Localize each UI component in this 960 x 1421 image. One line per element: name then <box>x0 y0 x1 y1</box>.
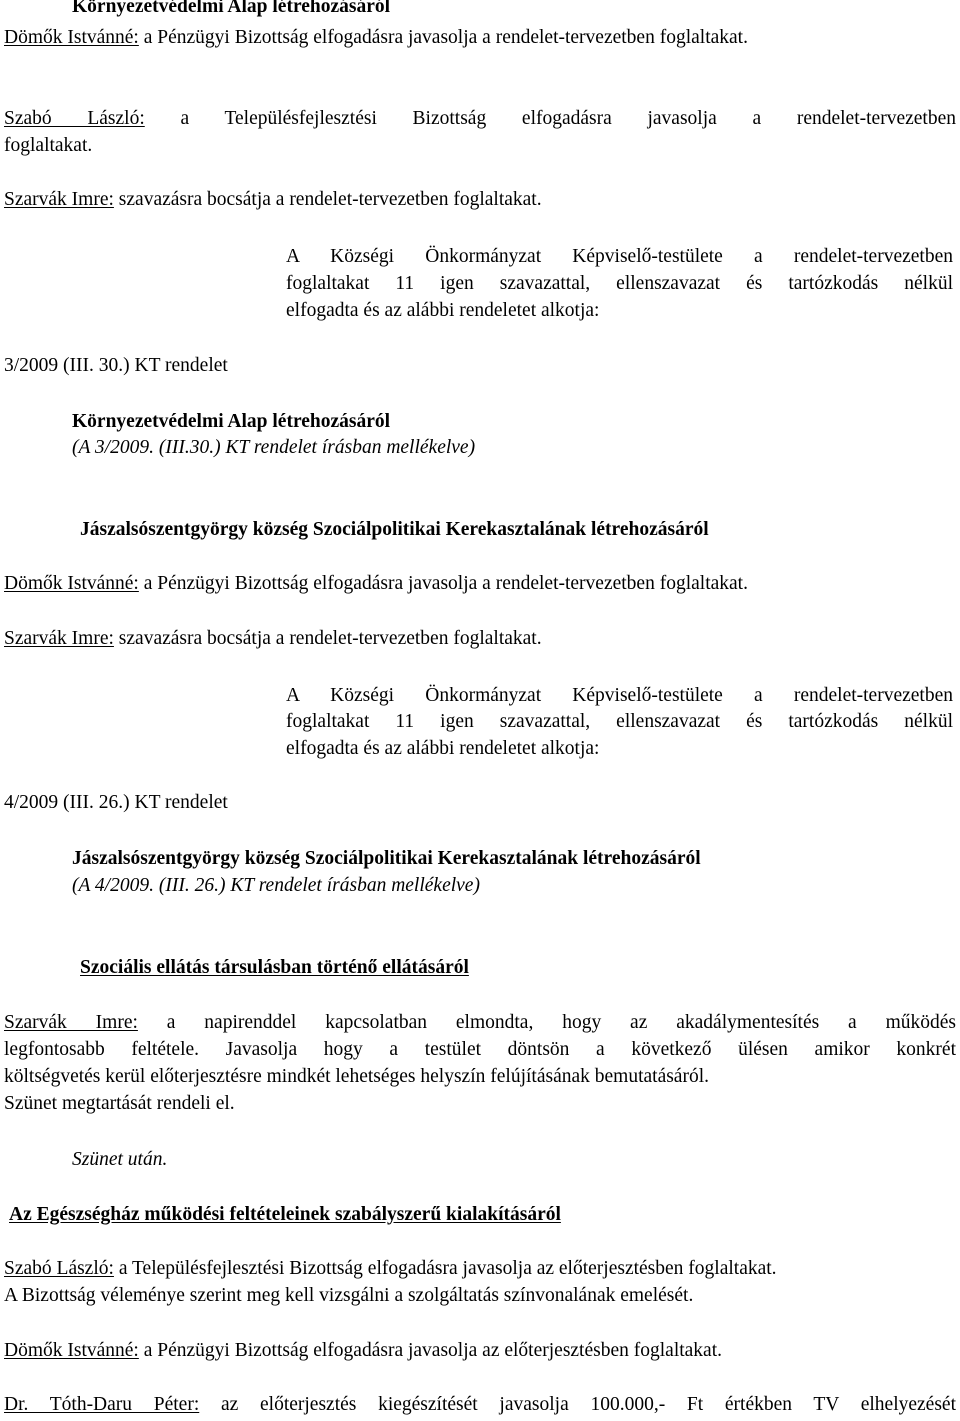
vote-result-line: foglaltakat 11 igen szavazattal, ellenszavazat és tartózkodás nélkül <box>286 711 953 732</box>
decree-note: (A 4/2009. (III. 26.) KT rendelet írásban mellékelve) <box>72 875 480 896</box>
decree-title: Környezetvédelmi Alap létrehozásáról <box>72 411 391 432</box>
paragraph-text: a Településfejlesztési Bizottság elfogadásra javasolja az előterjesztésben foglaltakat. <box>113 1258 777 1279</box>
speaker-name: Szabó László: <box>4 1258 114 1279</box>
section-heading: Szociális ellátás társulásban történő ellátásáról <box>80 957 469 978</box>
paragraph-text: a Pénzügyi Bizottság elfogadásra javasolja a rendelet-tervezetben foglaltakat. <box>138 573 748 594</box>
paragraph-text: a napirenddel kapcsolatban elmondta, hogy az akadálymentesítés a működés <box>166 1012 956 1033</box>
decree-number: 4/2009 (III. 26.) KT rendelet <box>4 792 228 813</box>
paragraph-line: A Bizottság véleménye szerint meg kell vizsgálni a szolgáltatás színvonalának emelését. <box>4 1285 694 1306</box>
paragraph-text: szavazásra bocsátja a rendelet-tervezetben foglaltakat. <box>113 189 542 210</box>
decree-note: (A 3/2009. (III.30.) KT rendelet írásban mellékelve) <box>72 437 476 458</box>
paragraph-text: a Pénzügyi Bizottság elfogadásra javasolja az előterjesztésben foglaltakat. <box>138 1340 723 1361</box>
paragraph <box>4 1392 956 1418</box>
speaker-name: Dömők Istvánné: <box>4 1340 139 1361</box>
decree-number: 3/2009 (III. 30.) KT rendelet <box>4 355 228 376</box>
paragraph <box>4 1256 777 1282</box>
vote-result-line: A Községi Önkormányzat Képviselő-testülete a rendelet-tervezetben <box>286 685 953 706</box>
paragraph-text: szavazásra bocsátja a rendelet-tervezetben foglaltakat. <box>113 628 542 649</box>
decree-title: Jászalsószentgyörgy község Szociálpolitikai Kerekasztalának létrehozásáról <box>72 848 701 869</box>
paragraph-text: a Településfejlesztési Bizottság elfogadásra javasolja a rendelet-tervezetben <box>180 108 956 129</box>
speaker-name: Dömők Istvánné: <box>4 573 139 594</box>
paragraph-text: a Pénzügyi Bizottság elfogadásra javasolja a rendelet-tervezetben foglaltakat. <box>138 27 748 48</box>
paragraph <box>4 1338 722 1364</box>
speaker-name: Dömők Istvánné: <box>4 27 139 48</box>
speaker-name: Szarvák Imre: <box>4 628 114 649</box>
vote-result-line: A Községi Önkormányzat Képviselő-testülete a rendelet-tervezetben <box>286 246 953 267</box>
speaker-name: Dr. Tóth-Daru Péter: <box>4 1394 200 1415</box>
paragraph <box>4 25 748 51</box>
paragraph-line: legfontosabb feltétele. Javasolja hogy a testület döntsön a következő ülésen amikor konkrét <box>4 1039 956 1060</box>
paragraph <box>4 1010 956 1036</box>
paragraph <box>4 187 542 213</box>
paragraph <box>4 571 748 597</box>
paragraph-line: költségvetés kerül előterjesztésre mindkét lehetséges helyszín felújításának bemutatásáról. <box>4 1066 709 1087</box>
vote-result-line: elfogadta és az alábbi rendeletet alkotja: <box>286 300 600 321</box>
break-note: Szünet után. <box>72 1149 168 1170</box>
speaker-name: Szarvák Imre: <box>4 189 114 210</box>
paragraph-line: foglaltakat. <box>4 135 93 156</box>
speaker-name: Szabó László: <box>4 108 145 129</box>
section-heading: Jászalsószentgyörgy község Szociálpolitikai Kerekasztalának létrehozásáról <box>80 519 709 540</box>
speaker-name: Szarvák Imre: <box>4 1012 138 1033</box>
paragraph-text: az előterjesztés kiegészítését javasolja 100.000,- Ft értékben TV elhelyezését <box>220 1394 956 1415</box>
vote-result-line: elfogadta és az alábbi rendeletet alkotja: <box>286 738 600 759</box>
section-heading: Környezetvédelmi Alap létrehozásáról <box>72 0 391 17</box>
vote-result-line: foglaltakat 11 igen szavazattal, ellenszavazat és tartózkodás nélkül <box>286 273 953 294</box>
section-heading: Az Egészségház működési feltételeinek szabályszerű kialakításáról <box>9 1204 561 1225</box>
paragraph-line: Szünet megtartását rendeli el. <box>4 1093 235 1114</box>
paragraph <box>4 626 542 652</box>
paragraph <box>4 106 956 132</box>
